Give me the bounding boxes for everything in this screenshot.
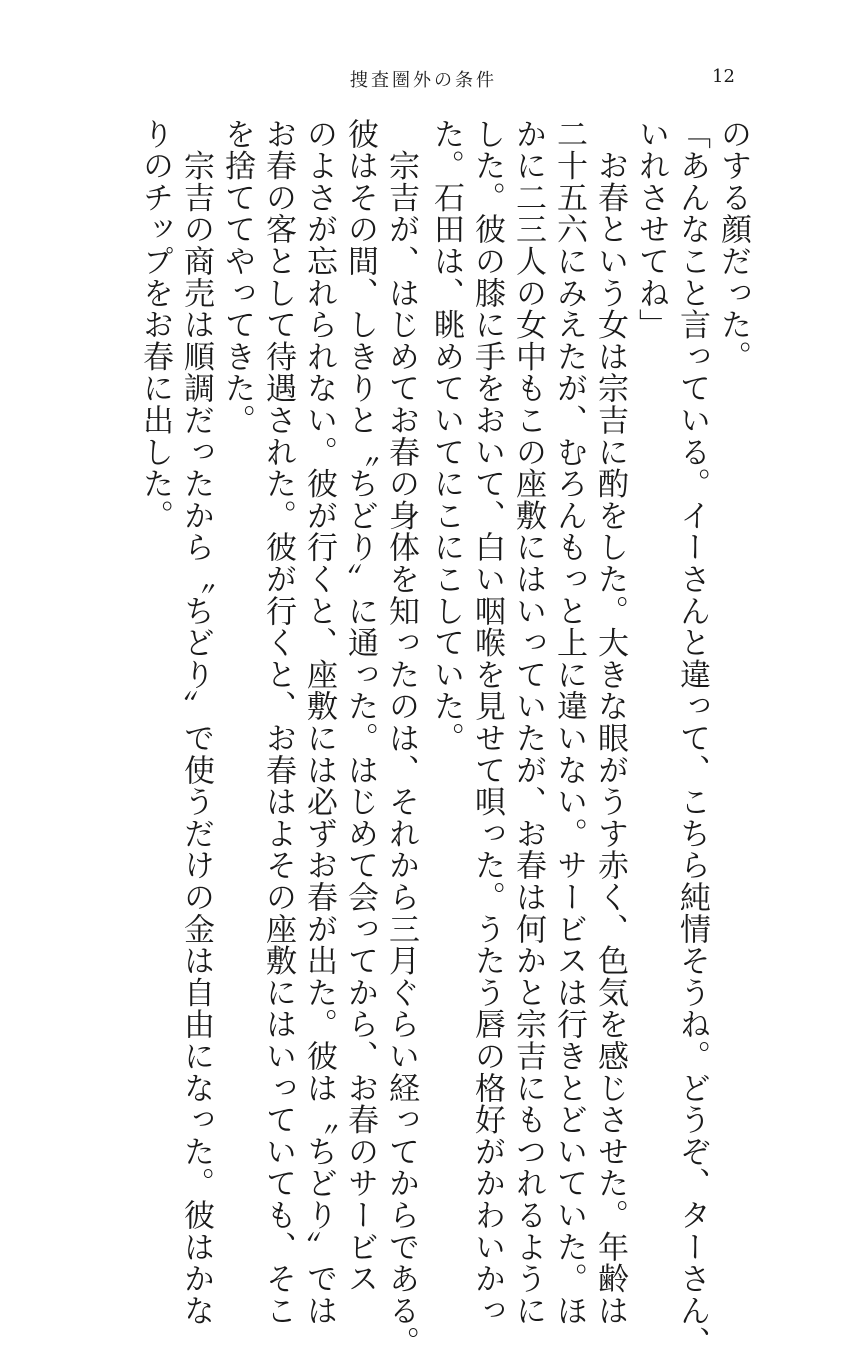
text-line: 二十五六にみえたが、むろんもっと上に違いない。サービスは行きとどいていた。ほ [551,118,587,1327]
page-number: 12 [712,66,735,87]
text-line: りのチップをお春に出した。 [137,118,173,532]
text-line: お春の客として待遇された。彼が行くと、お春はよその座敷にはいっていても、そこ [260,118,296,1327]
text-line: た。石田は、眺めていてにこにこしていた。 [428,118,464,754]
text-line: 宗吉の商売は順調だったから〝ちどり〟で使うだけの金は自由になった。彼はかな [178,118,214,1327]
text-line: 宗吉が、はじめてお春の身体を知ったのは、それから三月ぐらい経ってからである。 [383,118,419,1358]
text-line: を捨ててやってきた。 [219,118,255,436]
text-line: のする顔だった。 [715,118,751,373]
text-line: お春という女は宗吉に酌をした。大きな眼がうす赤く、色気を感じさせた。年齢は [592,118,628,1327]
text-line: のよさが忘れられない。彼が行くと、座敷には必ずお春が出た。彼は〝ちどり〟では [301,118,337,1327]
text-line: 彼はその間、しきりと〝ちどり〟に通った。はじめて会ってから、お春のサービス [342,118,378,1295]
text-line: かに二三人の女中もこの座敷にはいっていたが、お春は何かと宗吉にもつれるように [510,118,546,1327]
running-header-title: 捜査圏外の条件 [350,70,497,91]
text-line: 「あんなこと言っている。イーさんと違って、こちら純情そうね。どうぞ、ターさん、 [674,118,710,1358]
text-line: した。彼の膝に手をおいて、白い咽喉を見せて唄った。うたう唇の格好がかわいかっ [469,118,505,1327]
body-text [134,118,753,1358]
text-line: いれさせてね」 [633,118,669,341]
